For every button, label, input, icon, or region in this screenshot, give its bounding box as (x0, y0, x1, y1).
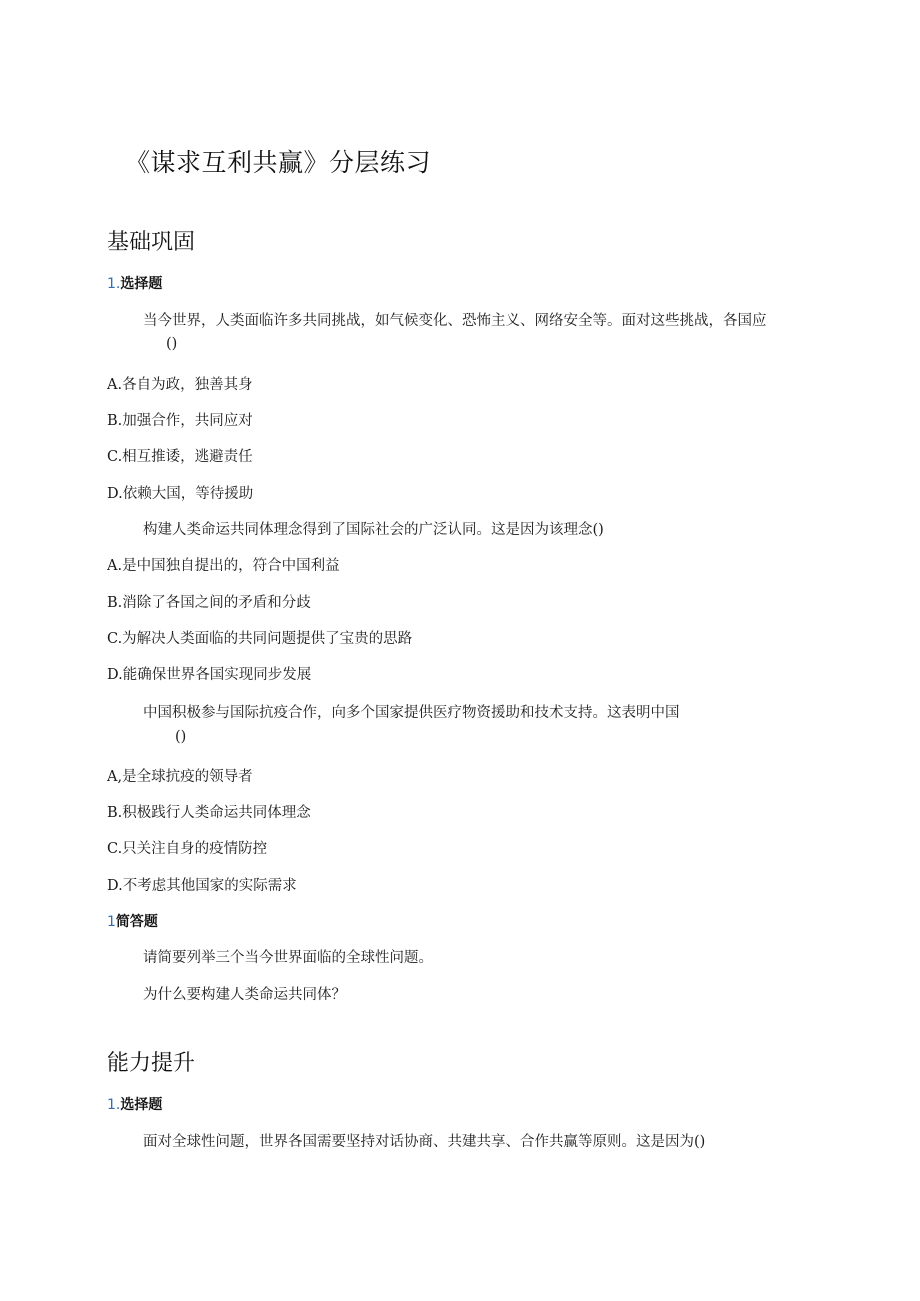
section-heading-basic: 基础巩固 (107, 230, 196, 255)
option-c: C.只关注自身的疫情防控 (107, 841, 268, 857)
question-type-number: 1. (107, 1097, 121, 1113)
question-type-number: 1 (107, 914, 116, 930)
question-stem: 构建人类命运共同体理念得到了国际社会的广泛认同。这是因为该理念() (143, 522, 604, 538)
option-b: B.消除了各国之间的矛盾和分歧 (107, 595, 311, 611)
question-type-choice (107, 1094, 162, 1114)
document-title: 《谋求互利共赢》分层练习 (125, 148, 432, 177)
question-type-number: 1. (107, 276, 121, 292)
question-stem: 中国积极参与国际抗疫合作，向多个国家提供医疗物资援助和技术支持。这表明中国 (143, 705, 680, 721)
question-stem: 面对全球性问题，世界各国需要坚持对话协商、共建共享、合作共赢等原则。这是因为() (143, 1134, 706, 1150)
option-a: A.各自为政，独善其身 (107, 377, 253, 393)
question-type-label: 选择题 (120, 276, 163, 292)
option-c: C.为解决人类面临的共同问题提供了宝贵的思路 (107, 631, 413, 647)
option-d: D.依赖大国，等待援助 (107, 486, 254, 502)
option-b: B.积极践行人类命运共同体理念 (107, 805, 311, 821)
short-answer-question: 为什么要构建人类命运共同体？ (143, 987, 346, 1003)
section-heading-advanced: 能力提升 (107, 1051, 196, 1076)
question-type-short-answer (107, 911, 158, 931)
question-type-label: 简答题 (115, 914, 158, 930)
option-a: A.是中国独自提出的，符合中国利益 (107, 558, 340, 574)
question-stem: 当今世界，人类面临许多共同挑战，如气候变化、恐怖主义、网络安全等。面对这些挑战，各国应 (143, 313, 767, 329)
option-a: A,是全球抗疫的领导者 (107, 769, 253, 785)
option-b: B.加强合作，共同应对 (107, 413, 253, 429)
question-stem-blank: () (166, 336, 178, 352)
short-answer-question: 请简要列举三个当今世界面临的全球性问题。 (143, 950, 433, 966)
option-d: D.能确保世界各国实现同步发展 (107, 667, 312, 683)
question-type-choice (107, 273, 162, 293)
question-stem-blank: () (175, 729, 187, 745)
option-d: D.不考虑其他国家的实际需求 (107, 878, 297, 894)
option-c: C.相互推诿，逃避责任 (107, 449, 253, 465)
question-type-label: 选择题 (120, 1097, 163, 1113)
